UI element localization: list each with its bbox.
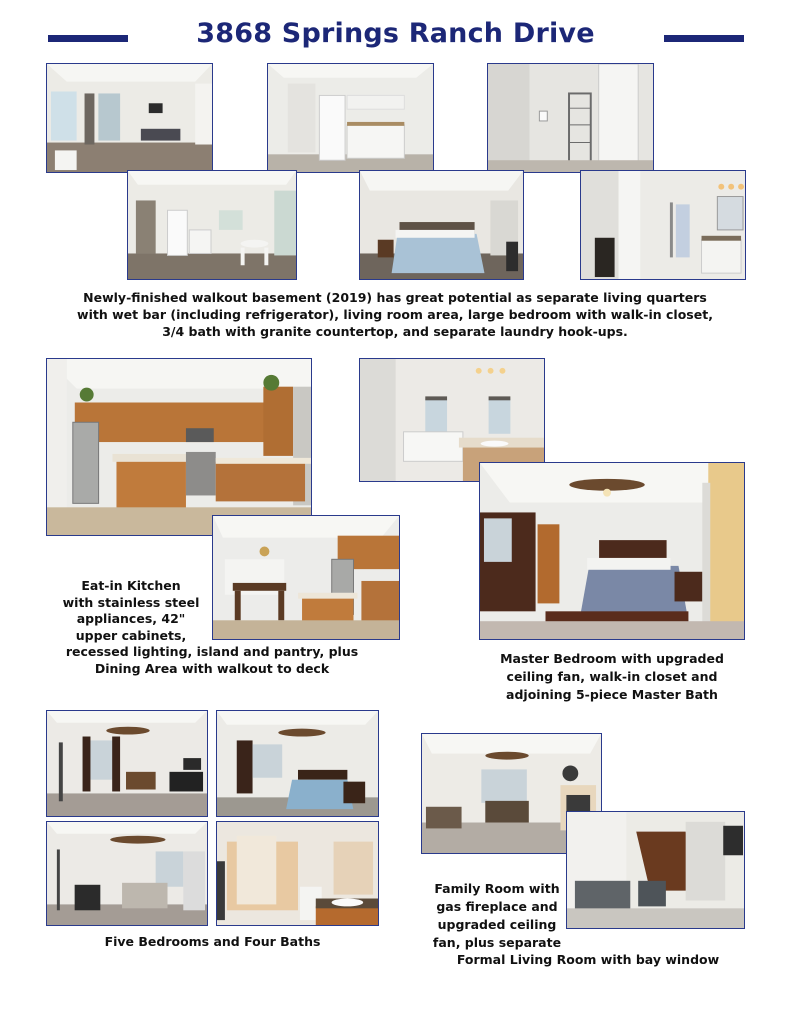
kitchen-caption-tail bbox=[56, 644, 368, 677]
kitchen-caption-line: recessed lighting, island and pantry, plus bbox=[65, 644, 359, 659]
page-title: 3868 Springs Ranch Drive bbox=[196, 18, 595, 49]
photo-hall-bath bbox=[216, 821, 379, 926]
basement-caption-line: Newly-finished walkout basement (2019) has great potential as separate living quarters bbox=[83, 290, 707, 305]
photo-basement-kitchenette bbox=[127, 170, 297, 280]
photo-loft-bedroom bbox=[46, 821, 208, 926]
kitchen-caption bbox=[56, 578, 206, 644]
master-caption-line: Master Bedroom with upgraded bbox=[500, 651, 724, 666]
title-bar-right bbox=[664, 35, 744, 42]
photo-basement-living-room bbox=[46, 63, 213, 173]
family-caption-line: gas fireplace and bbox=[436, 899, 558, 914]
family-caption-line: fan, plus separate bbox=[432, 935, 562, 950]
family-caption-tail: Formal Living Room with bay window bbox=[456, 952, 720, 967]
basement-caption-line: with wet bar (including refrigerator), living room area, large bedroom with walk-in closet, bbox=[77, 307, 713, 322]
photo-basement-laundry bbox=[487, 63, 654, 173]
photo-office-bedroom bbox=[46, 710, 208, 817]
master-caption bbox=[488, 650, 736, 704]
photo-basement-wet-bar bbox=[267, 63, 434, 173]
kitchen-caption-line: with stainless steel bbox=[62, 594, 200, 610]
kitchen-caption-line: Dining Area with walkout to deck bbox=[94, 660, 330, 676]
family-caption-line: upgraded ceiling bbox=[437, 917, 557, 932]
photo-basement-bath bbox=[580, 170, 746, 280]
photo-formal-living-room bbox=[566, 811, 745, 929]
photo-master-bedroom bbox=[479, 462, 745, 640]
photo-dining-area bbox=[212, 515, 400, 640]
photo-basement-bedroom bbox=[359, 170, 524, 280]
photo-kitchen bbox=[46, 358, 312, 536]
photo-guest-bedroom bbox=[216, 710, 379, 817]
basement-caption-line: 3/4 bath with granite countertop, and separate laundry hook-ups. bbox=[162, 324, 628, 339]
bedrooms-caption: Five Bedrooms and Four Baths bbox=[104, 934, 321, 949]
kitchen-caption-line: upper cabinets, bbox=[75, 627, 187, 643]
family-caption-line: Family Room with bbox=[434, 881, 560, 896]
family-caption bbox=[430, 880, 564, 952]
master-caption-line: adjoining 5-piece Master Bath bbox=[506, 687, 718, 702]
master-caption-line: ceiling fan, walk-in closet and bbox=[506, 669, 718, 684]
kitchen-caption-line: Eat-in Kitchen bbox=[81, 578, 181, 593]
kitchen-caption-line: appliances, 42" bbox=[76, 611, 186, 626]
basement-caption bbox=[60, 289, 730, 340]
